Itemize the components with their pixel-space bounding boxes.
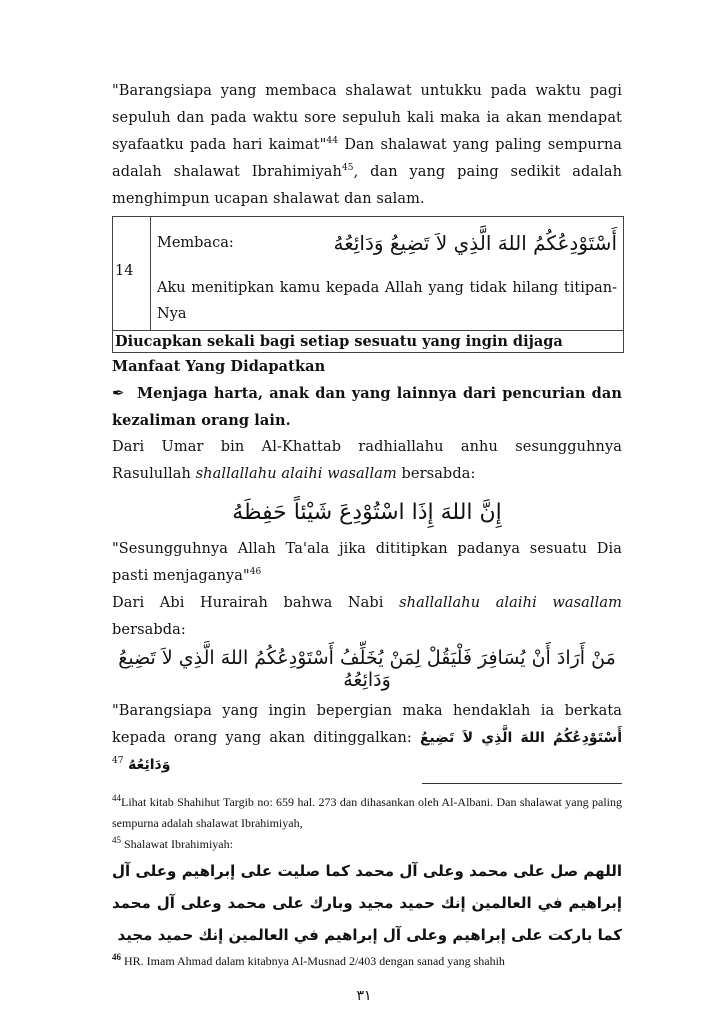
- writing-hand-icon: ✒: [112, 384, 125, 402]
- footnote-divider: [422, 783, 622, 784]
- hadith2-arabic-inline: أَسْتَوْدِعُكُمُ اللهَ الَّذِي لاَ تَضِيعُ وَدَائِعُهُ: [128, 730, 622, 773]
- read-label: Membaca:: [157, 235, 234, 251]
- hadith2-arabic-block: [112, 644, 622, 694]
- paragraph-intro: [112, 78, 622, 213]
- footnote-45-arabic: اللهم صل على محمد وعلى آل محمد كما صليت على إبراهيم وعلى آل إبراهيم في العالمين إنك حميد مجيد وبارك على محمد وعلى آل محمد كما باركت على إبراهيم وعلى آل إبراهيم في العالمين إنك حميد مجيد: [112, 862, 622, 944]
- paragraph-text: , dan yang paing sedikit adalah menghimpun ucapan shalawat dan salam.: [112, 164, 623, 207]
- hadith2-arabic: مَنْ أَرَادَ أَنْ يُسَافِرَ فَلْيَقُلْ لِمَنْ يُخَلِّفُ أَسْتَوْدِعُكُمُ اللهَ الَّذِي لاَ تَضِيعُ وَدَائِعُهُ: [118, 647, 616, 691]
- hadith1-intro: Dari Umar bin Al-Khattab radhiallahu anhu sesungguhnya: [112, 439, 622, 455]
- paragraph-text: "Barangsiapa yang membaca shalawat untukku pada waktu pagi sepuluh dan pada waktu sore sepuluh kali maka ia akan mendapat syafaatku pada hari kaimat": [112, 83, 622, 153]
- footnote-ref-47[interactable]: 47: [112, 756, 124, 767]
- footnote-ref-46[interactable]: 46: [249, 567, 262, 578]
- hadith2-intro: Dari Abi Hurairah bahwa Nabi shallallahu alaihi wasallam bersabda:: [112, 595, 622, 638]
- hadith2-translation: "Barangsiapa yang ingin bepergian maka hendaklah ia berkata: [112, 703, 622, 719]
- hadith2-translation-2: kepada orang yang akan ditinggalkan: أَسْتَوْدِعُكُمُ اللهَ الَّذِي لاَ تَضِيعُ وَدَائِعُهُ $^{47}$: [112, 730, 622, 773]
- page-number: ٣١: [356, 988, 372, 1004]
- salawat-italic: shallallahu alaihi wasallam: [195, 466, 397, 482]
- footnote-44: $^{44}$Lihat kitab Shahihut Targib no: 659 hal. 273 dan dihasankan oleh Al-Albani. Dan shalawat yang paling sempurna adalah shalawat Ibrahimiyah,: [112, 793, 622, 830]
- benefit-text: Menjaga harta, anak dan yang lainnya dari pencurian dan kezaliman orang lain.: [112, 385, 622, 429]
- hadith1-intro-2: Rasulullah shallallahu alaihi wasallam bersabda:: [112, 466, 476, 482]
- salawat-italic: shallallahu alaihi wasallam: [399, 595, 622, 611]
- footnote-46: $^{46}$ HR. Imam Ahmad dalam kitabnya Al-Musnad 2/403 dengan sanad yang shahih: [112, 952, 505, 968]
- document-page: [112, 78, 622, 972]
- dua-number: 14: [113, 217, 151, 331]
- benefit-heading: Manfaat Yang Didapatkan: [112, 358, 326, 375]
- hadith1-translation: "Sesungguhnya Allah Ta'ala jika dititipkan padanya sesuatu Dia pasti menjaganya"$^{46}$: [112, 541, 622, 584]
- dua-meaning: Aku menitipkan kamu kepada Allah yang tidak hilang titipan-: [157, 280, 617, 296]
- footnotes: [112, 792, 622, 972]
- footnote-45: $^{45}$ Shalawat Ibrahimiyah:: [112, 835, 233, 851]
- hadith1-arabic-block: [112, 488, 622, 536]
- benefit-item: [112, 380, 622, 434]
- dua-content: [151, 217, 624, 331]
- footnote-ref-44[interactable]: 44: [326, 136, 339, 147]
- footnote-ref-45[interactable]: 45: [341, 163, 354, 174]
- dua-table: [112, 216, 624, 353]
- dua-arabic: أَسْتَوْدِعُكُمُ اللهَ الَّذِي لاَ تَضِيعُ وَدَائِعُهُ: [333, 231, 617, 255]
- hadith1-arabic: إِنَّ اللهَ إِذَا اسْتُوْدِعَ شَيْئاً حَفِظَهُ: [232, 499, 502, 525]
- dua-meaning-cont: Nya: [157, 306, 187, 322]
- dua-instruction: Diucapkan sekali bagi setiap sesuatu yang ingin dijaga: [113, 331, 624, 353]
- paragraph-text: Dan shalawat yang paling sempurna adalah shalawat Ibrahimiyah: [112, 137, 622, 180]
